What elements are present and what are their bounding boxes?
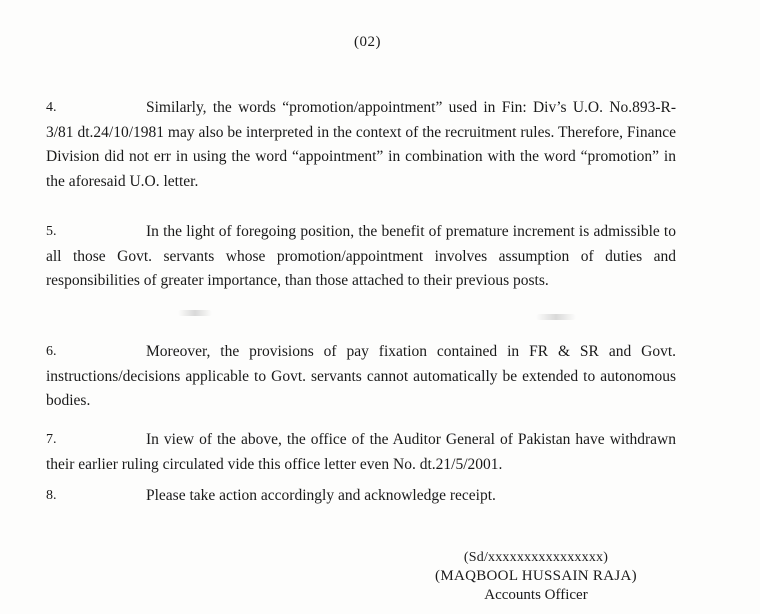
paragraph-text: Please take action accordingly and acknowledge receipt. <box>146 487 496 504</box>
paragraph-number: 6. <box>46 344 57 359</box>
signature-block <box>420 548 652 605</box>
page-number: (02) <box>354 34 381 50</box>
paragraph-text: In view of the above, the office of the Auditor General of Pakistan have withdrawn their earlier ruling circulated vide this office letter even No. dt.21/5/2001. <box>46 431 676 473</box>
paragraph-4 <box>46 96 676 194</box>
paragraph-5 <box>46 220 676 294</box>
paragraph-text: Similarly, the words “promotion/appointment” used in Fin: Div’s U.O. No.893-R-3/81 dt.24/10/1981 may also be interpreted in the context of the recruitment rules. Therefore, Finance Division did not err in using the word “appointment” in combination with the word “promotion” in the aforesaid U.O. letter. <box>46 99 676 190</box>
scan-smudge <box>536 314 576 320</box>
paragraph-text: In the light of foregoing position, the benefit of premature increment is admissible to all those Govt. servants whose promotion/appointment involves assumption of duties and responsibilities of greater importance, than those attached to their previous posts. <box>46 223 676 289</box>
paragraph-7 <box>46 428 676 477</box>
signatory-designation: Accounts Officer <box>484 587 588 603</box>
paragraph-8 <box>46 484 676 509</box>
paragraph-number: 5. <box>46 224 57 239</box>
signed-mark: (Sd/xxxxxxxxxxxxxxxx) <box>463 550 609 565</box>
paragraph-text: Moreover, the provisions of pay fixation contained in FR & SR and Govt. instructions/decisions applicable to Govt. servants cannot automatically be extended to autonomous bodies. <box>46 343 676 409</box>
paragraph-number: 8. <box>46 488 57 503</box>
paragraph-number: 4. <box>46 100 57 115</box>
scan-smudge <box>178 310 212 316</box>
paragraph-number: 7. <box>46 432 57 447</box>
signatory-name: (MAQBOOL HUSSAIN RAJA) <box>435 568 637 584</box>
paragraph-6 <box>46 340 676 414</box>
